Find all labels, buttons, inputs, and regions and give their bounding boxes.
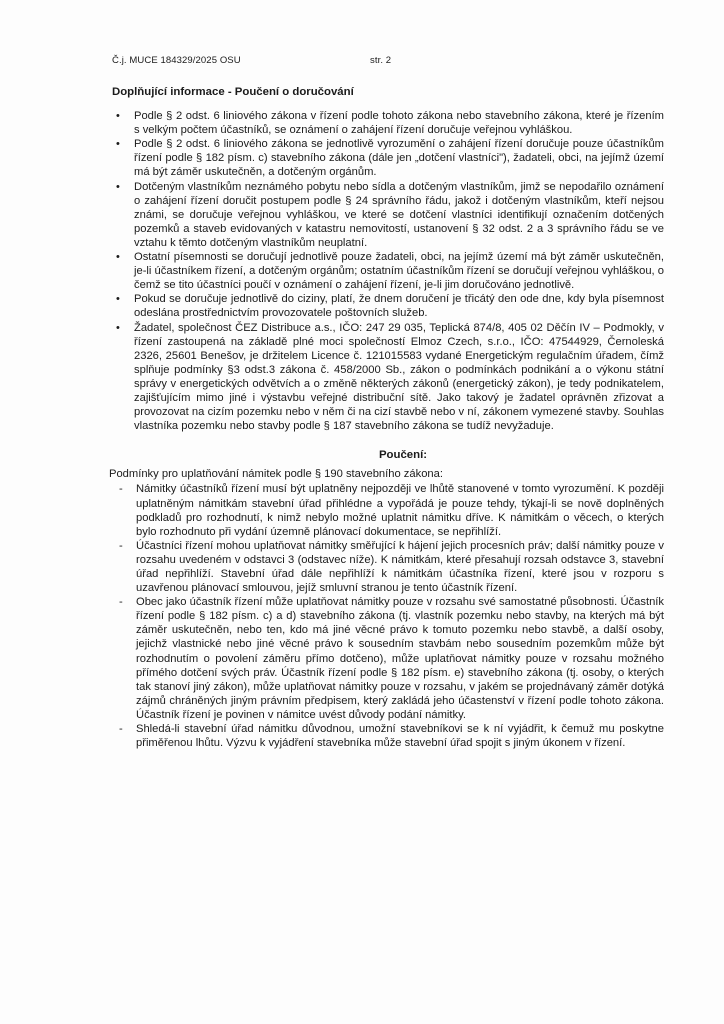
list-item-text: Podle § 2 odst. 6 liniového zákona se jednotlivě vyrozumění o zahájení řízení doručuje pouze účastníkům řízení podle § 182 písm. c) stavebního zákona (dále jen „dotčení vlastníci"), žadateli, obci, na jejímž území má být záměr uskutečněn, a dotčeným orgánům. — [134, 138, 664, 179]
list-item — [112, 109, 664, 137]
bullet-icon: • — [116, 110, 120, 123]
dash-icon: - — [119, 539, 123, 552]
list-item-text: Obec jako účastník řízení může uplatňovat námitky pouze v rozsahu své samostatné působnosti. Účastník řízení podle § 182 písm. c) a d) stavebního zákona (tj. vlastník pozemku nebo stavby, na kterých má být záměr uskutečněn, nebo ten, kdo má jiné věcné právo k tomuto pozemku nebo stavbě, a další osoby, jejichž vlastnické nebo jiné věcné právo k sousedním stavbám nebo sousedním pozemkům může být rozhodnutím o povolení záměru přímo dotčeno), může uplatňovat námitky pouze v rozsahu možného přímého dotčení svých práv. Účastník řízení podle § 182 písm. e) stavebního zákona (tj. osoby, o kterých tak stanoví jiný zákon), může uplatňovat námitky pouze v rozsahu, v jakém se projednávaný záměr dotýká zájmů chráněných jiným právním předpisem, který zakládá jeho účastenství v řízení podle tohoto zákona. Účastník řízení je povinen v námitce uvést důvody podání námitky. — [136, 596, 664, 721]
list-item-text: Účastníci řízení mohou uplatňovat námitky směřující k hájení jejich procesních práv; další námitky pouze v rozsahu uvedeném v odstavci 3 (odstavec níže). K námitkám, které přesahují rozsah odstavce 3, stavební úřad nepřihlíží. Stavební úřad dále nepřihlíží k námitkám účastníka řízení, které jsou v rozporu s uzavřenou plánovací smlouvou, jejíž smluvní stranou je tento účastník řízení. — [136, 539, 664, 595]
objection-rules-list — [112, 482, 664, 750]
list-item-text: Shledá-li stavební úřad námitku důvodnou, umožní stavebníkovi se k ní vyjádřit, k čemuž mu poskytne přiměřenou lhůtu. Výzvu k vyjádření stavebníka může stavební úřad spojit s jiným úkonem v řízení. — [136, 723, 664, 750]
dash-icon: - — [119, 723, 123, 736]
list-item — [112, 482, 664, 538]
delivery-info-list — [112, 109, 664, 433]
list-item-text: Žadatel, společnost ČEZ Distribuce a.s., IČO: 247 29 035, Teplická 874/8, 405 02 Děčín IV – Podmokly, v řízení zastoupená na základě plné moci společností Elmoz Czech, s.r.o., IČO: 47544929, Černoleská 2326, 25601 Benešov, je držitelem Licence č. 121015583 vydané Energetickým regulačním úřadem, čímž splňuje podmínky §3 odst.3 zákona č. 458/2000 Sb., zákon o podmínkách podnikání a o výkonu státní správy v energetických odvětvích a o změně některých zákonů (energetický zákon), je tedy podnikatelem, zajišťujícím mimo jiné i výstavbu veřejné distribuční sítě. Jako takový je žadatel oprávněn zřizovat a provozovat na cizím pozemku nebo v něm či na cizí stavbě nebo v ní, zákonem vymezené stavby. Souhlas vlastníka pozemku nebo stavby podle § 187 stavebního zákona se tudíž nevyžaduje. — [134, 321, 664, 433]
dash-icon: - — [119, 596, 123, 609]
list-item — [112, 180, 664, 250]
bullet-icon: • — [116, 251, 120, 264]
list-item-text: Dotčeným vlastníkům neznámého pobytu nebo sídla a dotčeným vlastníkům, jimž se nepodařilo oznámení o zahájení řízení doručit postupem podle § 24 správního řádu, jakož i dotčeným vlastníkům, kteří nejsou známi, se doručuje veřejnou vyhláškou, ve které se dotčení vlastníci identifikují označením dotčených pozemků a staveb evidovaných v katastru nemovitostí, ustanovení § 32 odst. 2 a 3 správního řádu se ve vztahu k těmto dotčeným vlastníkům neuplatní. — [134, 180, 664, 249]
list-item-text: Pokud se doručuje jednotlivě do ciziny, platí, že dnem doručení je třicátý den ode dne, kdy byla písemnost odeslána prostřednictvím provozovatele poštovních služeb. — [134, 293, 664, 320]
dash-icon: - — [119, 483, 123, 496]
document-body — [109, 85, 664, 750]
list-item-text: Podle § 2 odst. 6 liniového zákona v řízení podle tohoto zákona nebo stavebního zákona, které je řízením s velkým počtem účastníků, se oznámení o zahájení řízení doručuje veřejnou vyhláškou. — [134, 110, 664, 137]
page-number: str. 2 — [370, 55, 392, 66]
list-item — [112, 539, 664, 595]
list-item — [112, 250, 664, 292]
list-item-text: Ostatní písemnosti se doručují jednotlivě pouze žadateli, obci, na jejímž území má být záměr uskutečněn, je-li účastníkem řízení, a dotčeným orgánům; ostatním účastníkům řízení se doručují veřejnou vyhláškou, o čemž se tito účastníci poučí v oznámení o zahájení řízení, je-li jim doručováno jednotlivě. — [134, 251, 664, 292]
list-item — [112, 292, 664, 320]
bullet-icon: • — [116, 180, 120, 193]
bullet-icon: • — [116, 293, 120, 306]
list-item — [112, 722, 664, 750]
pouceni-intro: Podmínky pro uplatňování námitek podle § 190 stavebního zákona: — [109, 468, 443, 481]
list-item-text: Námitky účastníků řízení musí být uplatněny nejpozději ve lhůtě stanovené v tomto vyrozumění. K později uplatněným námitkám stavební úřad přihlédne a vypořádá je pouze tehdy, týkají-li se nově doplněných podkladů pro rozhodnutí, k nimž nebylo možné uplatnit námitku dříve. K námitkám o věcech, o kterých bylo rozhodnuto při vydání územně plánovací dokumentace, se nepřihlíží. — [136, 483, 664, 538]
list-item — [112, 321, 664, 434]
section-title: Doplňující informace - Poučení o doručování — [112, 86, 354, 98]
reference-number: Č.j. MUCE 184329/2025 OSU — [112, 55, 241, 66]
pouceni-heading: Poučení: — [378, 449, 428, 462]
list-item — [112, 137, 664, 179]
bullet-icon: • — [116, 138, 120, 151]
bullet-icon: • — [116, 321, 120, 334]
list-item — [112, 595, 664, 722]
